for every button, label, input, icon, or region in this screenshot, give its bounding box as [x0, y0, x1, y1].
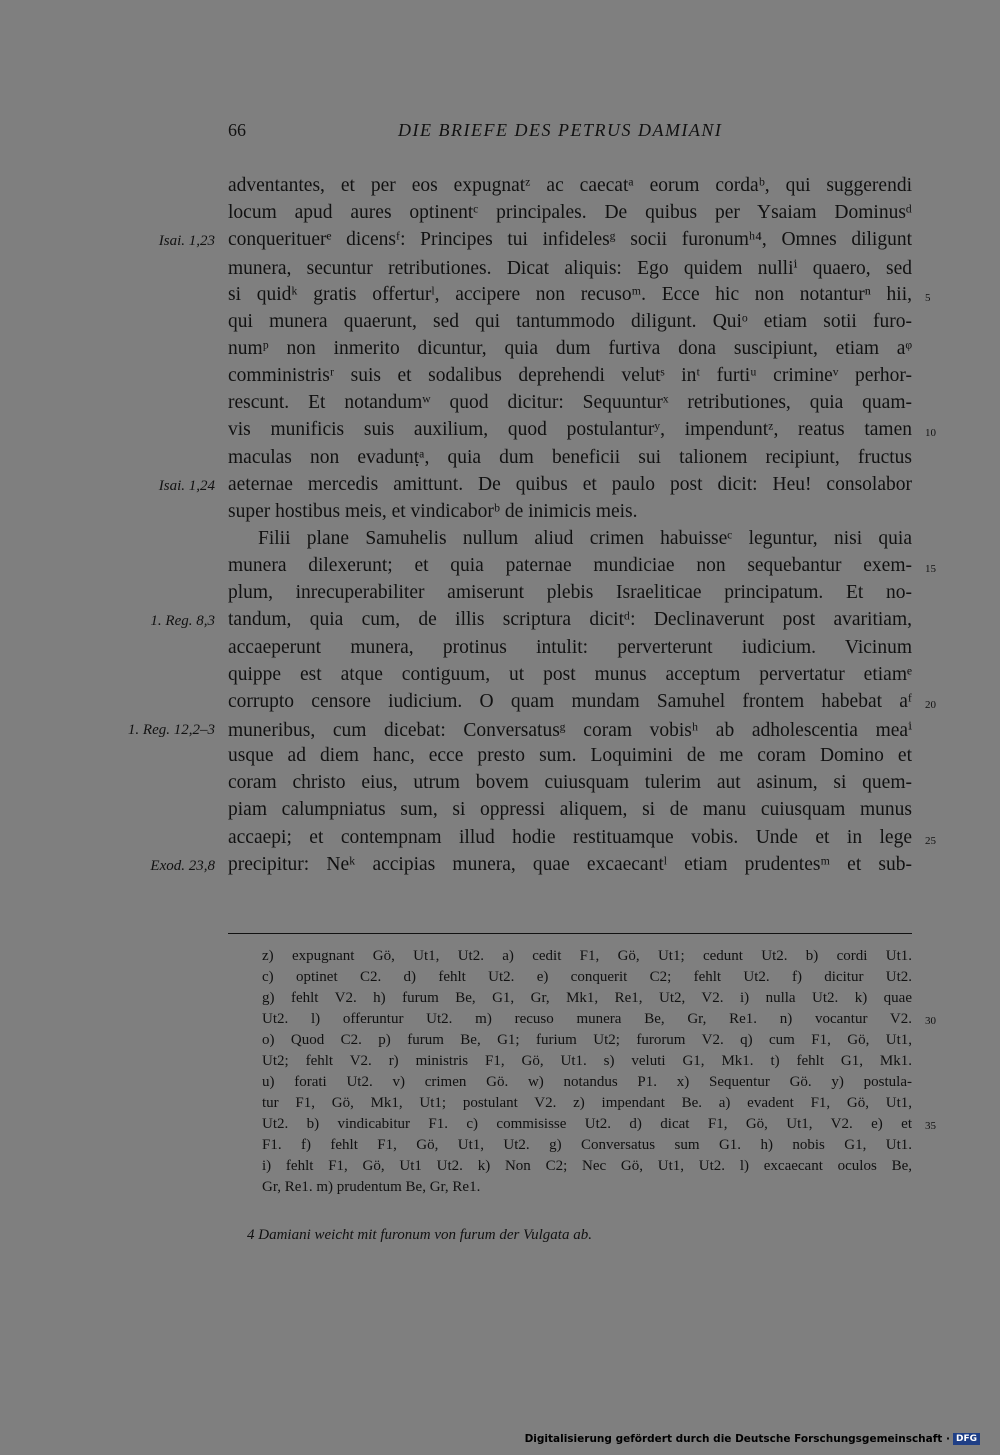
text-line: si quidᵏ gratis offerturˡ, accipere non recusoᵐ. Ecce hic non notanturⁿ hii,	[228, 283, 912, 305]
text-line: Filii plane Samuhelis nullum aliud crimen habuisseᶜ leguntur, nisi quia	[258, 527, 912, 549]
text-line: locum apud aures optinentᶜ principales. De quibus per Ysaiam Dominusᵈ	[228, 202, 912, 224]
text-line: quippe est atque contiguum, ut post munus acceptum pervertatur etiamᵉ	[228, 663, 912, 685]
footnote-line: F1. f) fehlt F1, Gö, Ut1, Ut2. g) Conversatus sum G1. h) nobis G1, Ut1.	[262, 1137, 912, 1153]
footnote-line: Ut2. l) offeruntur Ut2. m) recuso munera Be, Gr, Re1. n) vocantur V2.	[262, 1011, 912, 1027]
text-line: adventantes, et per eos expugnatᶻ ac caecatᵃ eorum cordaᵇ, qui suggerendi	[228, 175, 912, 196]
text-line: munera dilexerunt; et quia paternae mundiciae non sequebantur exem-	[228, 555, 912, 577]
text-line: vis munificis suis auxilium, quod postulanturʸ, impenduntᶻ, reatus tamen	[228, 419, 912, 441]
footnote-line: tur F1, Gö, Mk1, Ut1; postulant V2. z) impendant Be. a) evadent F1, Gö, Ut1,	[262, 1095, 912, 1111]
footnote-line-number: 35	[925, 1120, 936, 1132]
text-line: qui munera quaerunt, sed qui tantummodo diligunt. Quiᵒ etiam sotii furo-	[228, 310, 912, 332]
text-line: accaeperunt munera, protinus intulit: perverterunt iudicium. Vicinum	[228, 636, 912, 658]
footnote-line-number: 30	[925, 1015, 936, 1027]
page-header-title: DIE BRIEFE DES PETRUS DAMIANI	[398, 120, 723, 140]
text-line: piam calumpniatus sum, si oppressi aliquem, si de manu cuiusquam munus	[228, 799, 912, 821]
margin-reference: Isai. 1,24	[158, 477, 215, 494]
text-line: numᵖ non inmerito dicuntur, quia dum furtiva dona suscipiunt, etiam aᵠ	[228, 337, 912, 359]
text-line: super hostibus meis, et vindicaborᵇ de inimicis meis.	[228, 500, 638, 522]
margin-reference: Exod. 23,8	[150, 857, 215, 874]
footnote-divider	[228, 933, 912, 934]
line-number: 20	[925, 698, 936, 711]
margin-reference: 1. Reg. 8,3	[150, 613, 215, 630]
text-line: usque ad diem hanc, ecce presto sum. Loquimini de me coram Domino et	[228, 745, 912, 767]
footnote-line: c) optinet C2. d) fehlt Ut2. e) conquerit C2; fehlt Ut2. f) dicitur Ut2.	[262, 969, 912, 985]
footnote-line: u) forati Ut2. v) crimen Gö. w) notandus P1. x) Sequentur Gö. y) postula-	[262, 1074, 912, 1090]
text-line: corrupto censore iudicium. O quam mundam Samuhel frontem habebat aᶠ	[228, 690, 912, 712]
text-line: rescunt. Et notandumʷ quod dicitur: Sequunturˣ retributiones, quia quam-	[228, 392, 912, 414]
footnote-line: o) Quod C2. p) furum Be, G1; furium Ut2; furorum V2. q) cum F1, Gö, Ut1,	[262, 1032, 912, 1048]
footnote-line: Ut2. b) vindicabitur F1. c) commisisse Ut2. d) dicat F1, Gö, Ut1, V2. e) et	[262, 1116, 912, 1132]
text-line: aeternae mercedis amittunt. De quibus et paulo post dicit: Heu! consolabor	[228, 473, 912, 495]
text-line: tandum, quia cum, de illis scriptura dicitᵈ: Declinaverunt post avaritiam,	[228, 609, 912, 631]
margin-reference: 1. Reg. 12,2–3	[127, 722, 215, 738]
commentary-note: 4 Damiani weicht mit furonum von furum der Vulgata ab.	[247, 1227, 592, 1243]
text-line: muneribus, cum dicebat: Conversatusᵍ coram vobisʰ ab adholescentia meaⁱ	[228, 720, 912, 741]
text-line: maculas non evadunṭᵃ, quia dum beneficii sui talionem recipiunt, fructus	[228, 446, 912, 468]
line-number: 25	[925, 834, 936, 847]
text-line: conquerituerᵉ dicensᶠ: Principes tui infidelesᵍ socii furonumʰ⁴, Omnes diligunt	[228, 229, 912, 251]
text-line: munera, secuntur retributiones. Dicat aliquis: Ego quidem nulliⁱ quaero, sed	[228, 258, 912, 280]
text-line: plum, inrecuperabiliter amiserunt plebis Israeliticae principatum. Et no-	[228, 582, 912, 604]
footnote-line: g) fehlt V2. h) furum Be, G1, Gr, Mk1, Re1, Ut2, V2. i) nulla Ut2. k) quae	[262, 990, 912, 1006]
dfg-logo: DFG	[953, 1433, 980, 1445]
footnote-line: Ut2; fehlt V2. r) ministris F1, Gö, Ut1. s) veluti G1, Mk1. t) fehlt G1, Mk1.	[262, 1053, 912, 1069]
banner-text: Digitalisierung gefördert durch die Deutsche Forschungsgemeinschaft ·	[524, 1433, 950, 1445]
line-number: 10	[925, 427, 936, 440]
line-number: 5	[925, 291, 931, 304]
margin-reference: Isai. 1,23	[158, 233, 215, 250]
line-number: 15	[925, 563, 936, 576]
footnote-line: i) fehlt F1, Gö, Ut1 Ut2. k) Non C2; Nec Gö, Ut1, Ut2. l) excaecant oculos Be,	[262, 1158, 912, 1174]
dfg-banner	[525, 1433, 980, 1445]
text-line: precipitur: Neᵏ accipias munera, quae excaecantˡ etiam prudentesᵐ et sub-	[228, 853, 912, 875]
footnote-line: Gr, Re1. m) prudentum Be, Gr, Re1.	[262, 1179, 481, 1195]
text-line: comministrisʳ suis et sodalibus deprehendi velutˢ inᵗ furtiᵘ crimineᵛ perhor-	[228, 365, 912, 387]
page-header-number: 66	[228, 120, 246, 140]
text-line: accaepi; et contempnam illud hodie restituamque vobis. Unde et in lege	[228, 826, 912, 848]
footnote-line: z) expugnant Gö, Ut1, Ut2. a) cedit F1, Gö, Ut1; cedunt Ut2. b) cordi Ut1.	[262, 948, 912, 964]
text-line: coram christo eius, utrum bovem cuiusquam tulerim aut asinum, si quem-	[228, 772, 912, 794]
